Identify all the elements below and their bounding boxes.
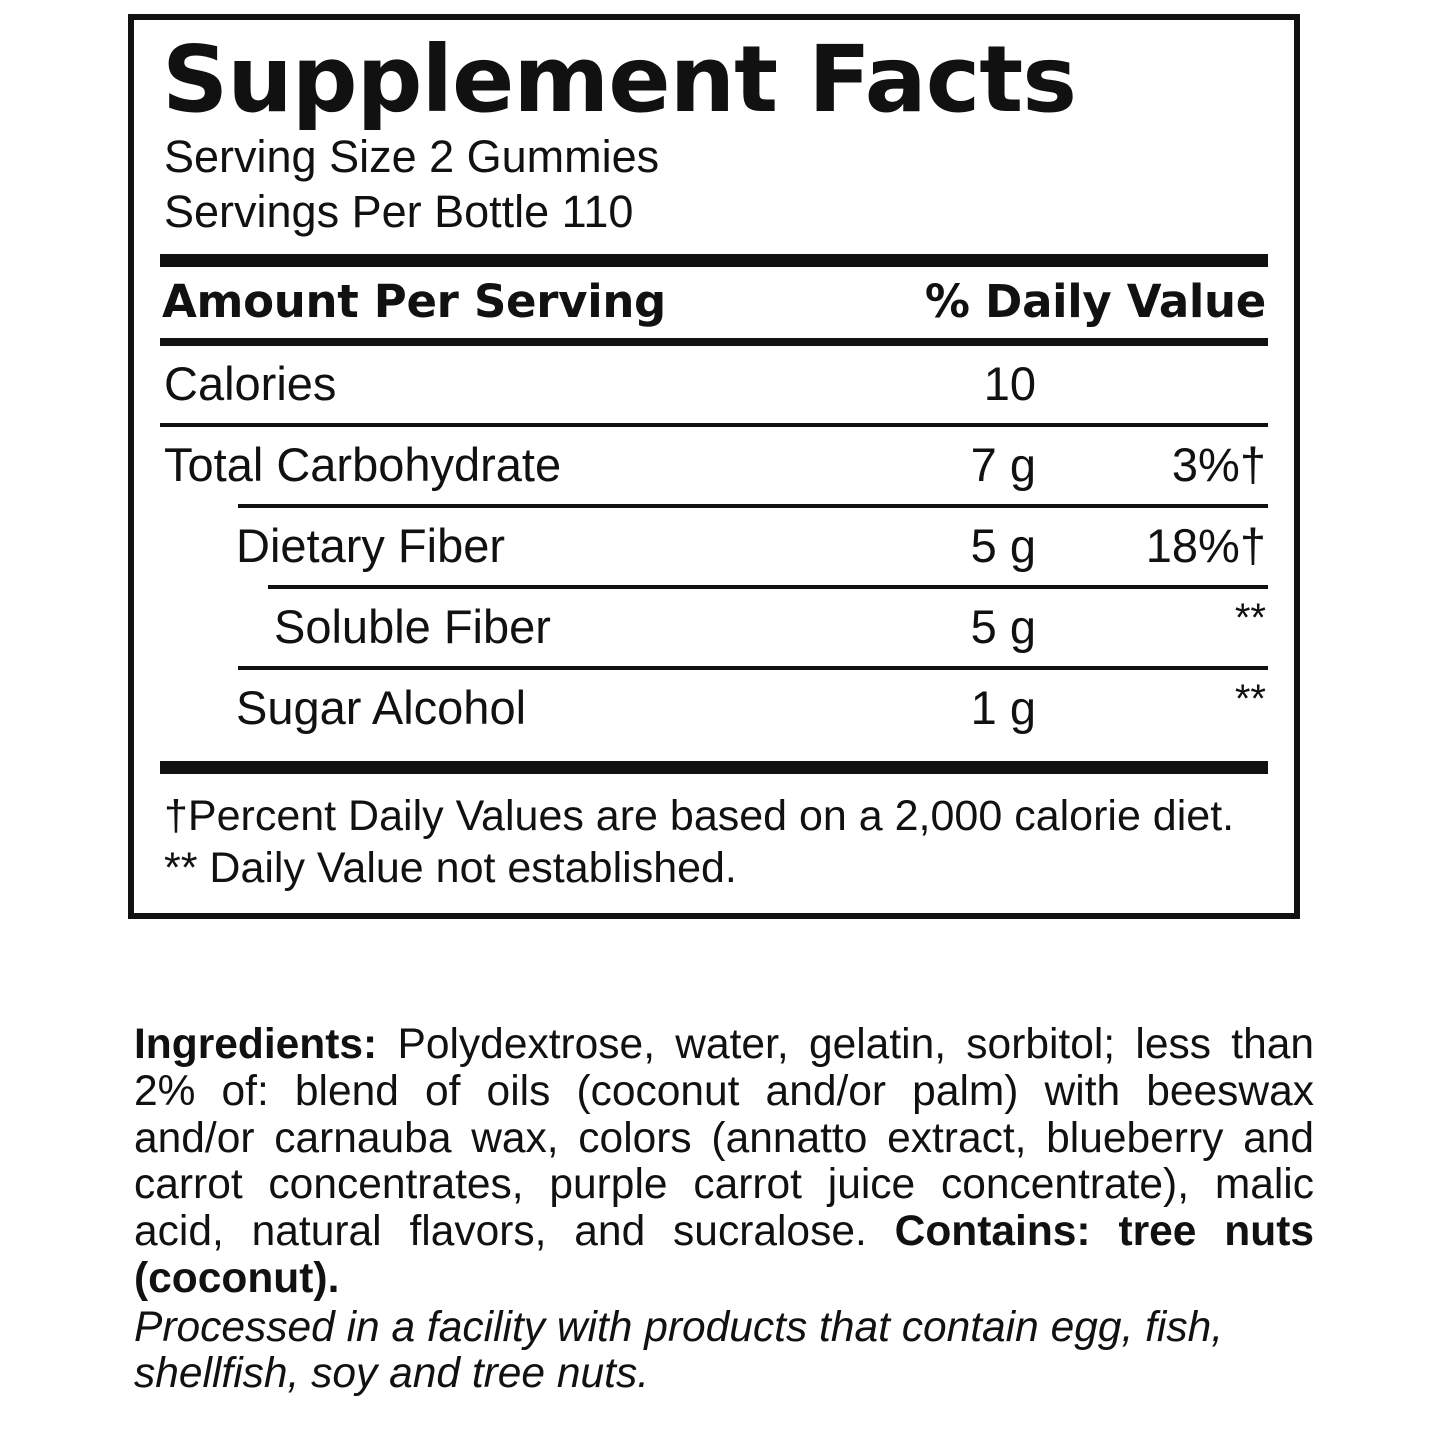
servings-per-container: Servings Per Bottle 110 [164,185,634,237]
footnote-dagger: †Percent Daily Values are based on a 2,000 calorie diet. [164,791,1235,840]
row-label: Calories [164,356,337,410]
ingredients-block [134,1022,1314,1400]
row-label: Dietary Fiber [236,518,506,572]
table-row [158,508,1270,585]
row-amount: 5 g [970,518,1036,572]
table-row [158,670,1270,747]
row-daily-value: ** [1234,676,1266,721]
contains-label: Contains: [894,1208,1091,1255]
table-row [158,589,1270,666]
amount-per-serving-header: Amount Per Serving [162,274,666,328]
daily-value-header: % Daily Value [924,274,1266,328]
serving-size: Serving Size 2 Gummies [164,131,660,182]
divider-thick-top [160,254,1268,267]
row-amount: 5 g [970,599,1036,653]
row-daily-value: 18%† [1145,518,1266,572]
row-amount: 10 [983,356,1036,410]
row-amount: 7 g [970,437,1036,491]
ingredients-paragraph [134,1022,1314,1303]
table-row [158,427,1270,504]
row-label: Total Carbohydrate [164,437,562,491]
row-label: Sugar Alcohol [236,680,527,734]
table-header-row [158,267,1270,338]
row-daily-value: ** [1234,595,1266,640]
processed-statement: Processed in a facility with products that contain egg, fish, shellfish, soy and tree nuts. [134,1303,1224,1398]
panel-title: Supplement Facts [162,26,1076,133]
row-amount: 1 g [970,680,1036,734]
footnote-stars: ** Daily Value not established. [164,844,737,893]
contains-body: tree nuts (coconut). [134,1208,1314,1302]
table-row [158,346,1270,423]
ingredients-body: Polydextrose, water, gelatin, sorbitol; less than 2% of: blend of oils (coconut and/or palm) with beeswax and/or carnauba wax, colors (annatto extract, blueberry and carrot concentrates, purple carrot juice concentrate), malic acid, natural flavors, and sucralose. [134,1021,1314,1255]
row-label: Soluble Fiber [274,599,551,653]
supplement-facts-panel [128,14,1300,919]
divider-thick-bottom [160,761,1268,774]
divider-under-header [160,338,1268,346]
ingredients-heading: Ingredients: [134,1021,378,1068]
footnotes [164,790,1270,895]
row-daily-value: 3%† [1171,437,1266,491]
